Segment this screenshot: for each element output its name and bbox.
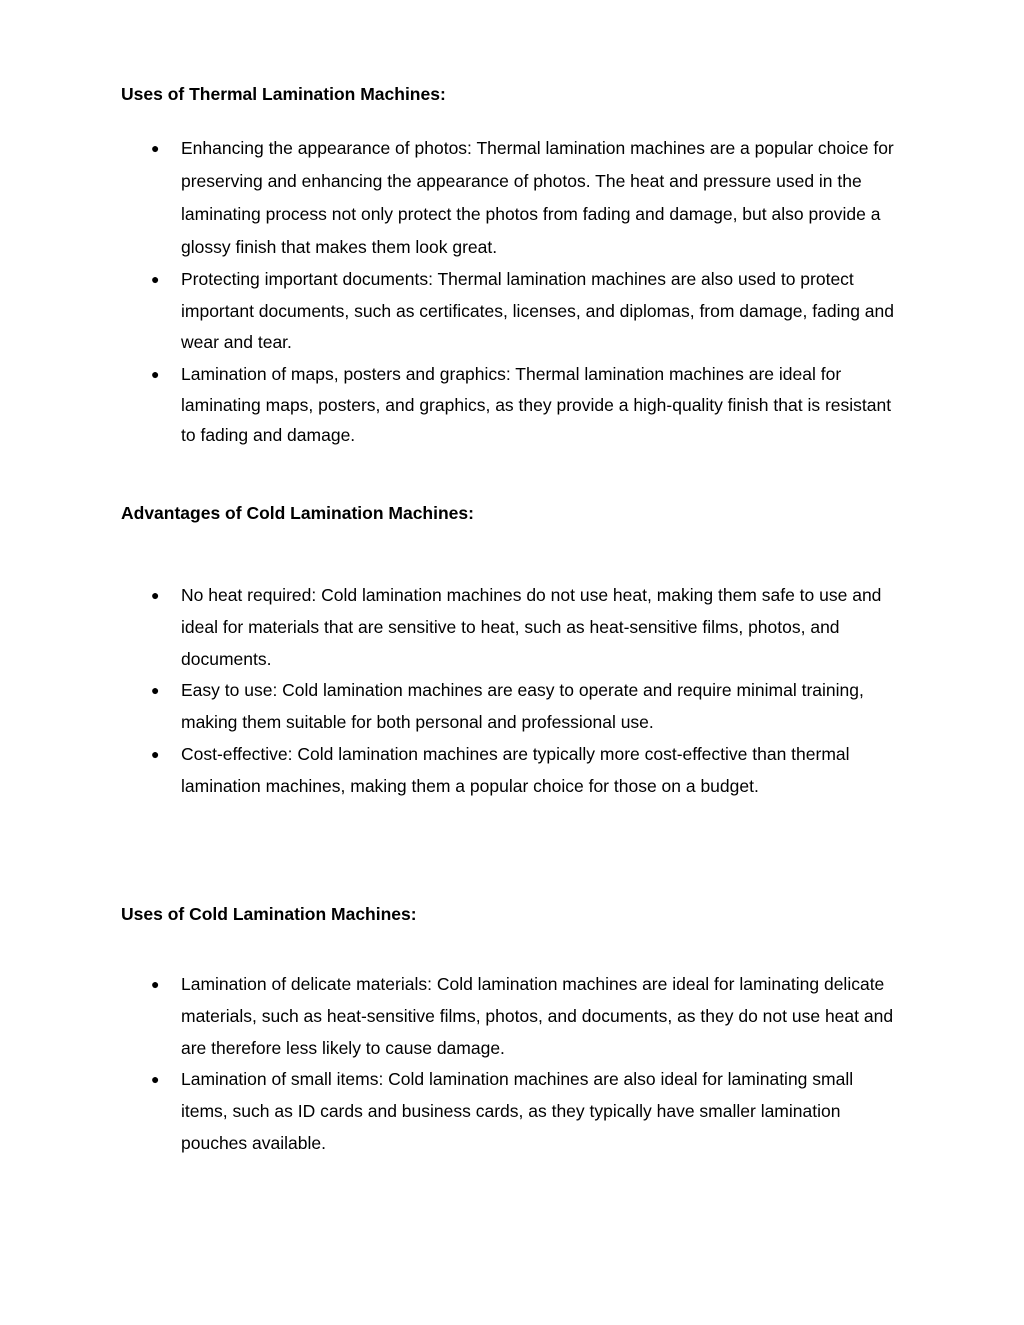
list-item-text: Easy to use: Cold lamination machines are easy to operate and require minimal training, making them suitable for both personal and professional use. [181,680,864,733]
bullet-icon: ● [151,366,160,383]
list-item [0,675,1024,739]
list-item [0,739,1024,803]
bullet-icon: ● [151,745,160,762]
section-heading-cold-advantages: Advantages of Cold Lamination Machines: [121,503,474,523]
list-item-text: Cost-effective: Cold lamination machines are typically more cost-effective than thermal lamination machines, making them a popular choice for those on a budget. [181,743,850,796]
list-item-text: Protecting important documents: Thermal lamination machines are also used to protect important documents, such as certificates, licenses, and diplomas, from damage, fading and wear and tear. [181,269,895,353]
list-item-text: Lamination of delicate materials: Cold lamination machines are ideal for laminating delicate materials, such as heat-sensitive films, photos, and documents, as they do not use heat and are therefore less likely to cause damage. [181,974,894,1058]
list-item [0,264,1024,359]
list-item [0,359,1024,451]
list-item-text: Lamination of maps, posters and graphics: Thermal lamination machines are ideal for laminating maps, posters, and graphics, as they provide a high-quality finish that is resistant to fading and damage. [181,364,892,446]
list-item-text: No heat required: Cold lamination machines do not use heat, making them safe to use and ideal for materials that are sensitive to heat, such as heat-sensitive films, photos, and documents. [181,585,882,669]
list-item [0,580,1024,675]
cold-uses-list [0,969,1024,1160]
bullet-icon: ● [151,140,160,156]
list-item [0,132,1024,264]
section-heading-cold-uses: Uses of Cold Lamination Machines: [121,904,417,924]
bullet-icon: ● [151,271,160,287]
list-item [0,1064,1024,1159]
bullet-icon: ● [151,587,160,603]
bullet-icon: ● [151,1071,160,1088]
thermal-uses-list [0,132,1024,451]
bullet-icon: ● [151,682,160,699]
list-item-text: Lamination of small items: Cold lamination machines are also ideal for laminating small items, such as ID cards and business cards, as they typically have smaller lamination pouches available. [181,1069,854,1153]
list-item [0,969,1024,1064]
cold-advantages-list [0,580,1024,803]
list-item-text: Enhancing the appearance of photos: Thermal lamination machines are a popular choice for preserving and enhancing the appearance of photos. The heat and pressure used in the laminating process not only protect the photos from fading and damage, but also provide a glossy finish that makes them look great. [181,138,894,257]
section-heading-thermal-uses: Uses of Thermal Lamination Machines: [121,84,446,104]
bullet-icon: ● [151,976,160,992]
